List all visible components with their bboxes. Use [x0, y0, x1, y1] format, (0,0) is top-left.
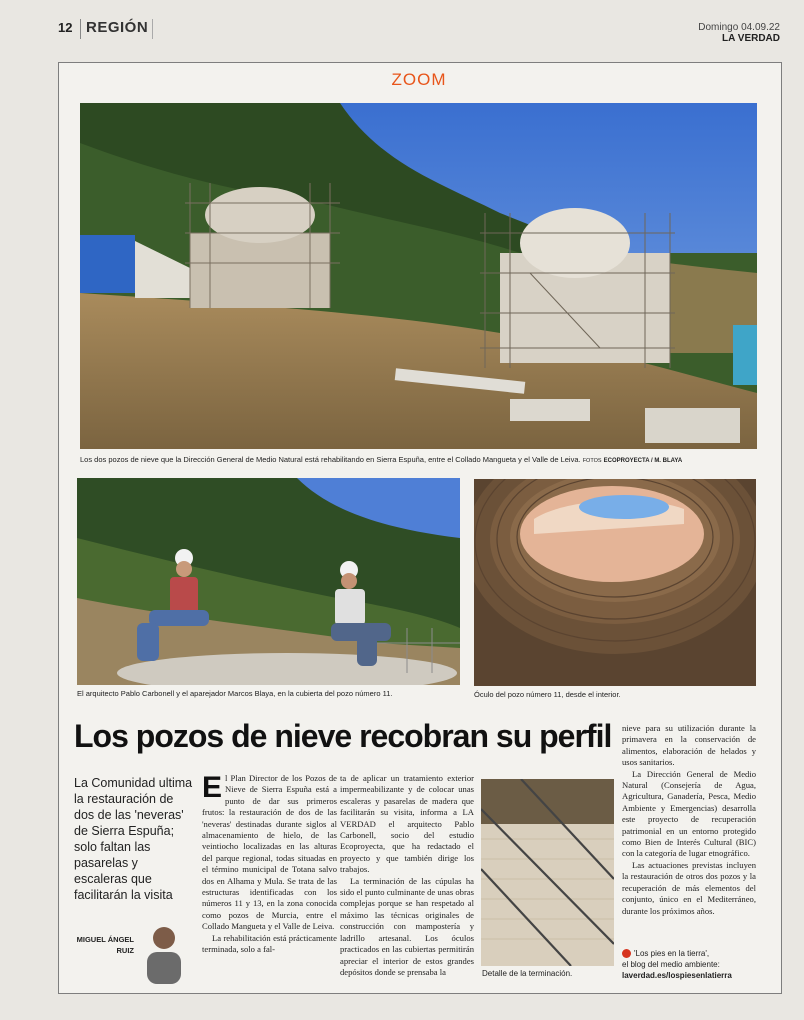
newspaper-name: LA VERDAD [722, 33, 780, 44]
section-title: REGIÓN [86, 19, 149, 36]
byline-last: RUIZ [116, 946, 134, 955]
author-avatar [138, 918, 190, 984]
body-col1-p2: La rehabilitación está prácticamente terminada, solo a fal- [202, 932, 337, 955]
header-divider [80, 19, 81, 39]
detail-photo-caption: Detalle de la terminación. [482, 969, 573, 978]
body-col3-p2: La Dirección General de Medio Natural (Consejería de Agua, Agricultura, Ganadería, Pesca, Medio Ambiente y Emergencias) desarrolla este proyecto de recuperación patrimonial en un entorno protegido como Bien de Interés Cultural (BIC) con la categoría de lugar etnográfico. [622, 768, 756, 859]
blog-link[interactable]: laverdad.es/lospiesenlatierra [622, 971, 732, 980]
main-photo [80, 103, 757, 449]
byline-first: MIGUEL ÁNGEL [76, 935, 134, 944]
detail-photo [481, 779, 614, 966]
architects-photo [77, 478, 460, 685]
body-col1-p1: El Plan Director de los Pozos de Nieve de Sierra Espuña está a punto de dar sus primeros frutos: la restauración de dos de las 'neveras' destinadas durante siglos al almacenamiento de hielo, de las veintiocho localizadas en las alturas del parque regional, todas situadas en el término municipal de Totana salvo dos en Alhama y Mula. Se trata de las estructuras identificadas con los números 11 y 13, en la zona conocida como pozos de Murcia, entre el Collado Mangueta y el Valle de Leiva. [202, 771, 337, 932]
body-col2-p2: La terminación de las cúpulas ha sido el punto culminante de unas obras complejas porque se han respetado al máximo las técnicas originales de construcción con mampostería y ladrillo artesanal. Los óculos practicados en las cubiertas permitirán apreciar el interior de estos grandes depósitos donde se prensaba la [340, 875, 474, 977]
oculus-photo-caption: Óculo del pozo número 11, desde el interior. [474, 690, 621, 699]
header-divider-2 [152, 19, 153, 39]
oculus-photo [474, 479, 756, 686]
article-headline: Los pozos de nieve recobran su perfil [74, 718, 612, 754]
architects-photo-caption: El arquitecto Pablo Carbonell y el aparejador Marcos Blaya, en la cubierta del pozo número 11. [77, 689, 393, 698]
byline [70, 934, 134, 956]
body-col2-p1: ta de aplicar un tratamiento exterior impermeabilizante y de colocar unas escaleras y pasarelas de madera que facilitarán su visita, informa a LA VERDAD el arquitecto Pablo Carbonell, socio del estudio Ecoproyecta, que ha redactado el proyecto y que también dirige los trabajos. [340, 773, 474, 875]
body-column-3 [622, 723, 756, 917]
body-col3-p1: nieve para su utilización durante la primavera en la conservación de alimentos, elaboración de helados y usos sanitarios. [622, 723, 756, 768]
zoom-label: ZOOM [391, 70, 447, 89]
article-lede: La Comunidad ultima la restauración de dos de las 'neveras' de Sierra Espuña; solo faltan las pasarelas y escaleras que facilitarán la visita [74, 776, 193, 902]
drop-cap: E [202, 771, 223, 804]
blog-promo: 'Los pies en la tierra', el blog del medio ambiente: laverdad.es/lospiesenlatierra [622, 948, 772, 981]
body-col3-p3: Las actuaciones previstas incluyen la restauración de otros dos pozos y la recuperación de más elementos del conjunto, único en el Mediterráneo, durante los próximos años. [622, 859, 756, 916]
issue-date: Domingo 04.09.22 [698, 22, 780, 33]
page-number: 12 [58, 20, 73, 35]
blog-bullet-icon [622, 949, 631, 958]
body-column-1 [202, 773, 337, 956]
main-photo-caption: Los dos pozos de nieve que la Dirección General de Medio Natural está rehabilitando en Sierra Espuña, entre el Collado Mangueta y el Valle de Leiva. FOTOS ECOPROYECTA / M. BLAYA [80, 455, 683, 464]
body-column-2 [340, 773, 474, 978]
